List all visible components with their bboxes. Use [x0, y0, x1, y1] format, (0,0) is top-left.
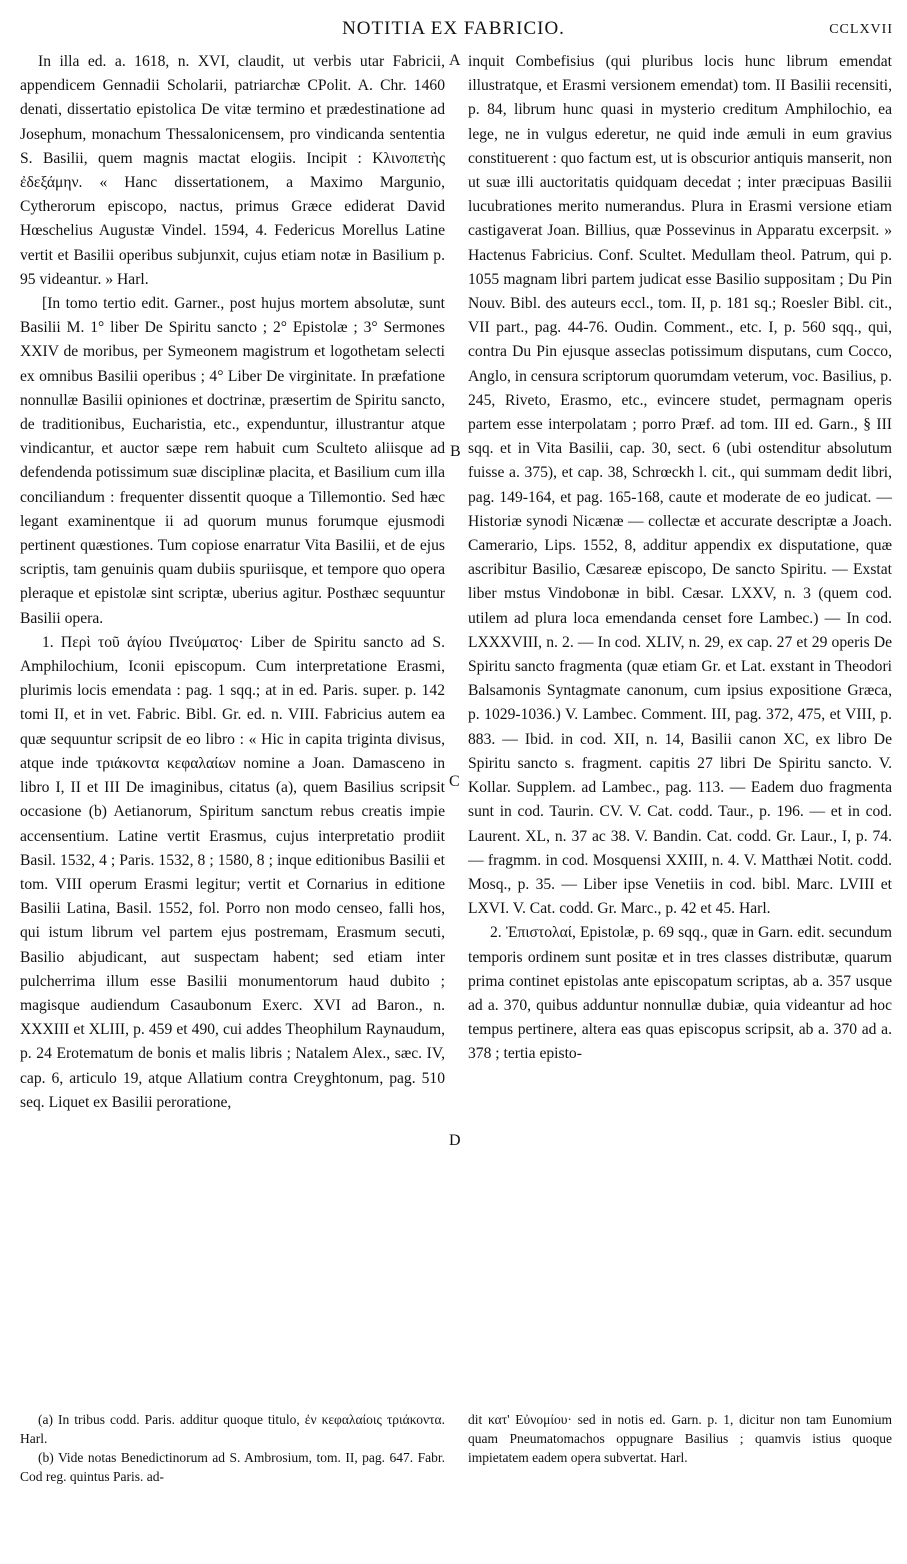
paragraph: 1. Περὶ τοῦ ἁγίου Πνεύματος· Liber de Spiritu sancto ad S. Amphilochium, Iconii episcopum. Cum interpretatione Erasmi, plurimis locis emendata : pag. 1 sqq.; at in ed. Paris. super. p. 142 tomi II, et in vet. Fabric. Bibl. Gr. ed. n. VIII. Fabricius autem ea quæ sequuntur scripsit de eo libro : « Hic in capita triginta divisus, atque inde τριάκοντα κεφαλαίων nomine a Joan. Damasceno in libro I, II et III De imaginibus, citatus (a), quem Basilius scripsit occasione (b) Aetianorum, Spiritum sanctum rebus creatis impie accensentium. Latine vertit Erasmus, cujus interpretatio prodiit Basil. 1532, 4 ; Paris. 1532, 8 ; 1580, 8 ; inque editionibus Basilii et tom. VIII operum Erasmi legitur; vertit et Cornarius in editione Basilii Latina, Basil. 1552, fol. Porro non modo censeo, falli hos, qui istum librum vel partem ejus postremam, Erasmum secuti, Basilio abjudicant, aut suspectam habent; sed etiam inter pulcherrima illum esse Basilii monumentorum haud dubito ; magisque audiendum Casaubonum Exerc. XVI ad Baron., n. XXXIII et XLIII, p. 459 et 490, cui addes Theophilum Raynaudum, p. 24 Erotematum de bonis et malis libris ; Natalem Alex., sæc. IV, cap. 6, articulo 19, atque Allatium contra Creyghtonum, pag. 510 seq. Liquet ex Basilii peroratione, — [20, 633, 445, 1111]
paragraph: [In tomo tertio edit. Garner., post hujus mortem absolutæ, sunt Basilii M. 1° liber De Spiritu sancto ; 2° Epistolæ ; 3° Sermones XXIV de moribus, per Symeonem magistrum et logothetam selecti ex omnibus Basilii operibus ; 4° Liber De virginitate. In præfatione nonnullæ Basilii opiniones et doctrinæ, præsertim de Spiritu sancto, de traditionibus, Eucharistia, etc., expenduntur, illustrantur atque vindicantur, et auctor sæpe rem habuit cum Sculteto aliisque ad defendenda potissimum suæ disciplinæ placita, et Basilium cum illa conciliandum : frequenter dissentit quoque a Tillemontio. Sed hæc legant examinentque ii ad quorum munus forumque ejusmodi pertinent quæstiones. Tum copiose enarratur Vita Basilii, et de ejus scriptis, tam genuinis quam dubiis spuriisque, et tempore quo opera pleraque et epistolæ sint scriptæ, uberius agitur. Posthæc sequuntur Basilii opera. — [20, 295, 445, 627]
margin-letter-b: B — [450, 443, 461, 460]
paragraph: 2. Ἐπιστολαί, Epistolæ, p. 69 sqq., quæ in Garn. edit. secundum temporis ordinem sunt positæ et in tres classes distributæ, quarum prima continet epistolas ante episcopatum scriptas, ab a. 357 usque ad a. 370, quibus adduntur nonnullæ dubiæ, quia videantur ad hoc tempus pertinere, altera eas quas episcopus scripsit, ab a. 370 ad a. 378 ; tertia episto- — [468, 924, 892, 1063]
right-column — [468, 50, 892, 1067]
page-title: NOTITIA EX FABRICIO. — [342, 18, 565, 39]
paragraph: In illa ed. a. 1618, n. XVI, claudit, ut verbis utar Fabricii, appendicem Gennadii Scholarii, patriarchæ CPolit. A. Chr. 1460 denati, dissertatio epistolica De vitæ termino et prædestinatione ad Josephum, monachum Thessalonicensem, pro vindicanda sententia S. Basilii, quem magnis mactat elogiis. Incipit : Κλινοπετὴς ἐδεξάμην. « Hanc dissertationem, a Maximo Margunio, Cytherorum episcopo, nactus, primus Græce ediderat David Hœschelius Augustæ Vindel. 1594, 4. Federicus Morellus Latine vertit et Basilii operibus subjunxit, cujus etiam notæ in Basilium p. 95 videantur. » Harl. — [20, 53, 445, 288]
footnote-a: (a) In tribus codd. Paris. additur quoque titulo, ἐν κεφαλαίοις τριάκοντα. Harl. — [20, 1412, 445, 1446]
page-number: CCLXVII — [829, 22, 893, 37]
left-column — [20, 50, 445, 1115]
footnotes-right — [468, 1410, 892, 1467]
footnotes-left — [20, 1410, 445, 1486]
footnote-b: (b) Vide notas Benedictinorum ad S. Ambrosium, tom. II, pag. 647. Fabr. Cod reg. quintus Paris. ad- — [20, 1450, 445, 1484]
margin-letter-c: C — [449, 773, 460, 790]
paragraph: inquit Combefisius (qui pluribus locis hunc librum emendat illustratque, et Erasmi versionem emendat) tom. II Basilii recensiti, p. 84, librum hunc quasi in mysterio creditum Amphilochio, ea lege, ne in vulgus ederetur, ne quid inde æmuli in eum gravius constituerent : quo factum est, ut is obscurior antiquis manserit, non ut suæ illi auctoritatis quidquam decedat ; inter præcipuas Basilii lucubrationes merito numerandus. Plura in Erasmi versione etiam castigaverat Joan. Billius, quæ Possevinus in Apparatu excerpsit. » Hactenus Fabricius. Conf. Scultet. Medullam theol. Patrum, qui p. 1055 magnam libri partem judicat esse Basilio suppositam ; Du Pin Nouv. Bibl. des auteurs eccl., tom. II, p. 181 sq.; Roesler Bibl. cit., VII part., pag. 44-76. Oudin. Comment., etc. I, p. 560 sqq., qui, contra Du Pin ejusque asseclas potissimum disputans, cum Cocco, Anglo, in censura scriptorum quorumdam veterum, voc. Basilius, p. 245, Riveto, Erasmo, etc., evincere studet, permagnam operis partem esse interpolatam ; porro Præf. ad tom. III ed. Garn., § III sqq. et in Vita Basilii, cap. 30, sect. 6 (ubi ostenditur absolutum fuisse a. 375), et cap. 38, Schrœckh l. cit., qui summam dedit libri, pag. 149-164, et pag. 165-168, caute et moderate de eo judicat. — Historiæ synodi Nicænæ — collectæ et accurate descriptæ a Joach. Camerario, Lips. 1552, 8, additur appendix ex disputatione, quæ ascribitur Basilio, Cæsareæ episcopo, De sancto Spiritu. — Exstat liber mstus Vindobonæ in bibl. Cæsar. LXXV, n. 3 (quem cod. utilem ad plura loca emendanda censet fore Lambec.) — In cod. LXXXVIII, n. 2. — In cod. XLIV, n. 29, ex cap. 27 et 29 operis De Spiritu sancto fragmenta (quæ etiam Gr. et Lat. exstant in Theodori Balsamonis Syntagmate canonum, cum ipsius expositione Græca, p. 1029-1036.) V. Lambec. Comment. III, pag. 372, 475, et VIII, p. 883. — Ibid. in cod. XII, n. 14, Basilii canon XC, ex libro De Spiritu sancto s. fragment. capitis 27 libri De Spiritu sancto. V. Kollar. Supplem. ad Lambec., pag. 113. — Eadem duo fragmenta sunt in cod. Taurin. CV. V. Cat. codd. Taur., p. 196. — et in cod. Laurent. XL, n. 37 ac 38. V. Bandin. Cat. codd. Gr. Laur., I, p. 74. — fragmm. in cod. Mosquensi XXIII, n. 4. V. Matthæi Notit. codd. Mosq., p. 35. — Liber ipse Venetiis in cod. bibl. Marc. LVIII et LXVI. V. Cat. codd. Gr. Marc., p. 42 et 45. Harl. — [468, 53, 892, 918]
margin-letter-a: A — [449, 52, 461, 69]
footnote-continuation: dit κατ' Εὐνομίου· sed in notis ed. Garn. p. 1, dicitur non tam Eunomium quam Pneumatomachos oppugnare Basilius ; quamvis istius quoque impietatem eadem opera subvertat. Harl. — [468, 1412, 892, 1465]
margin-letter-d: D — [449, 1132, 461, 1149]
running-header — [0, 14, 907, 42]
